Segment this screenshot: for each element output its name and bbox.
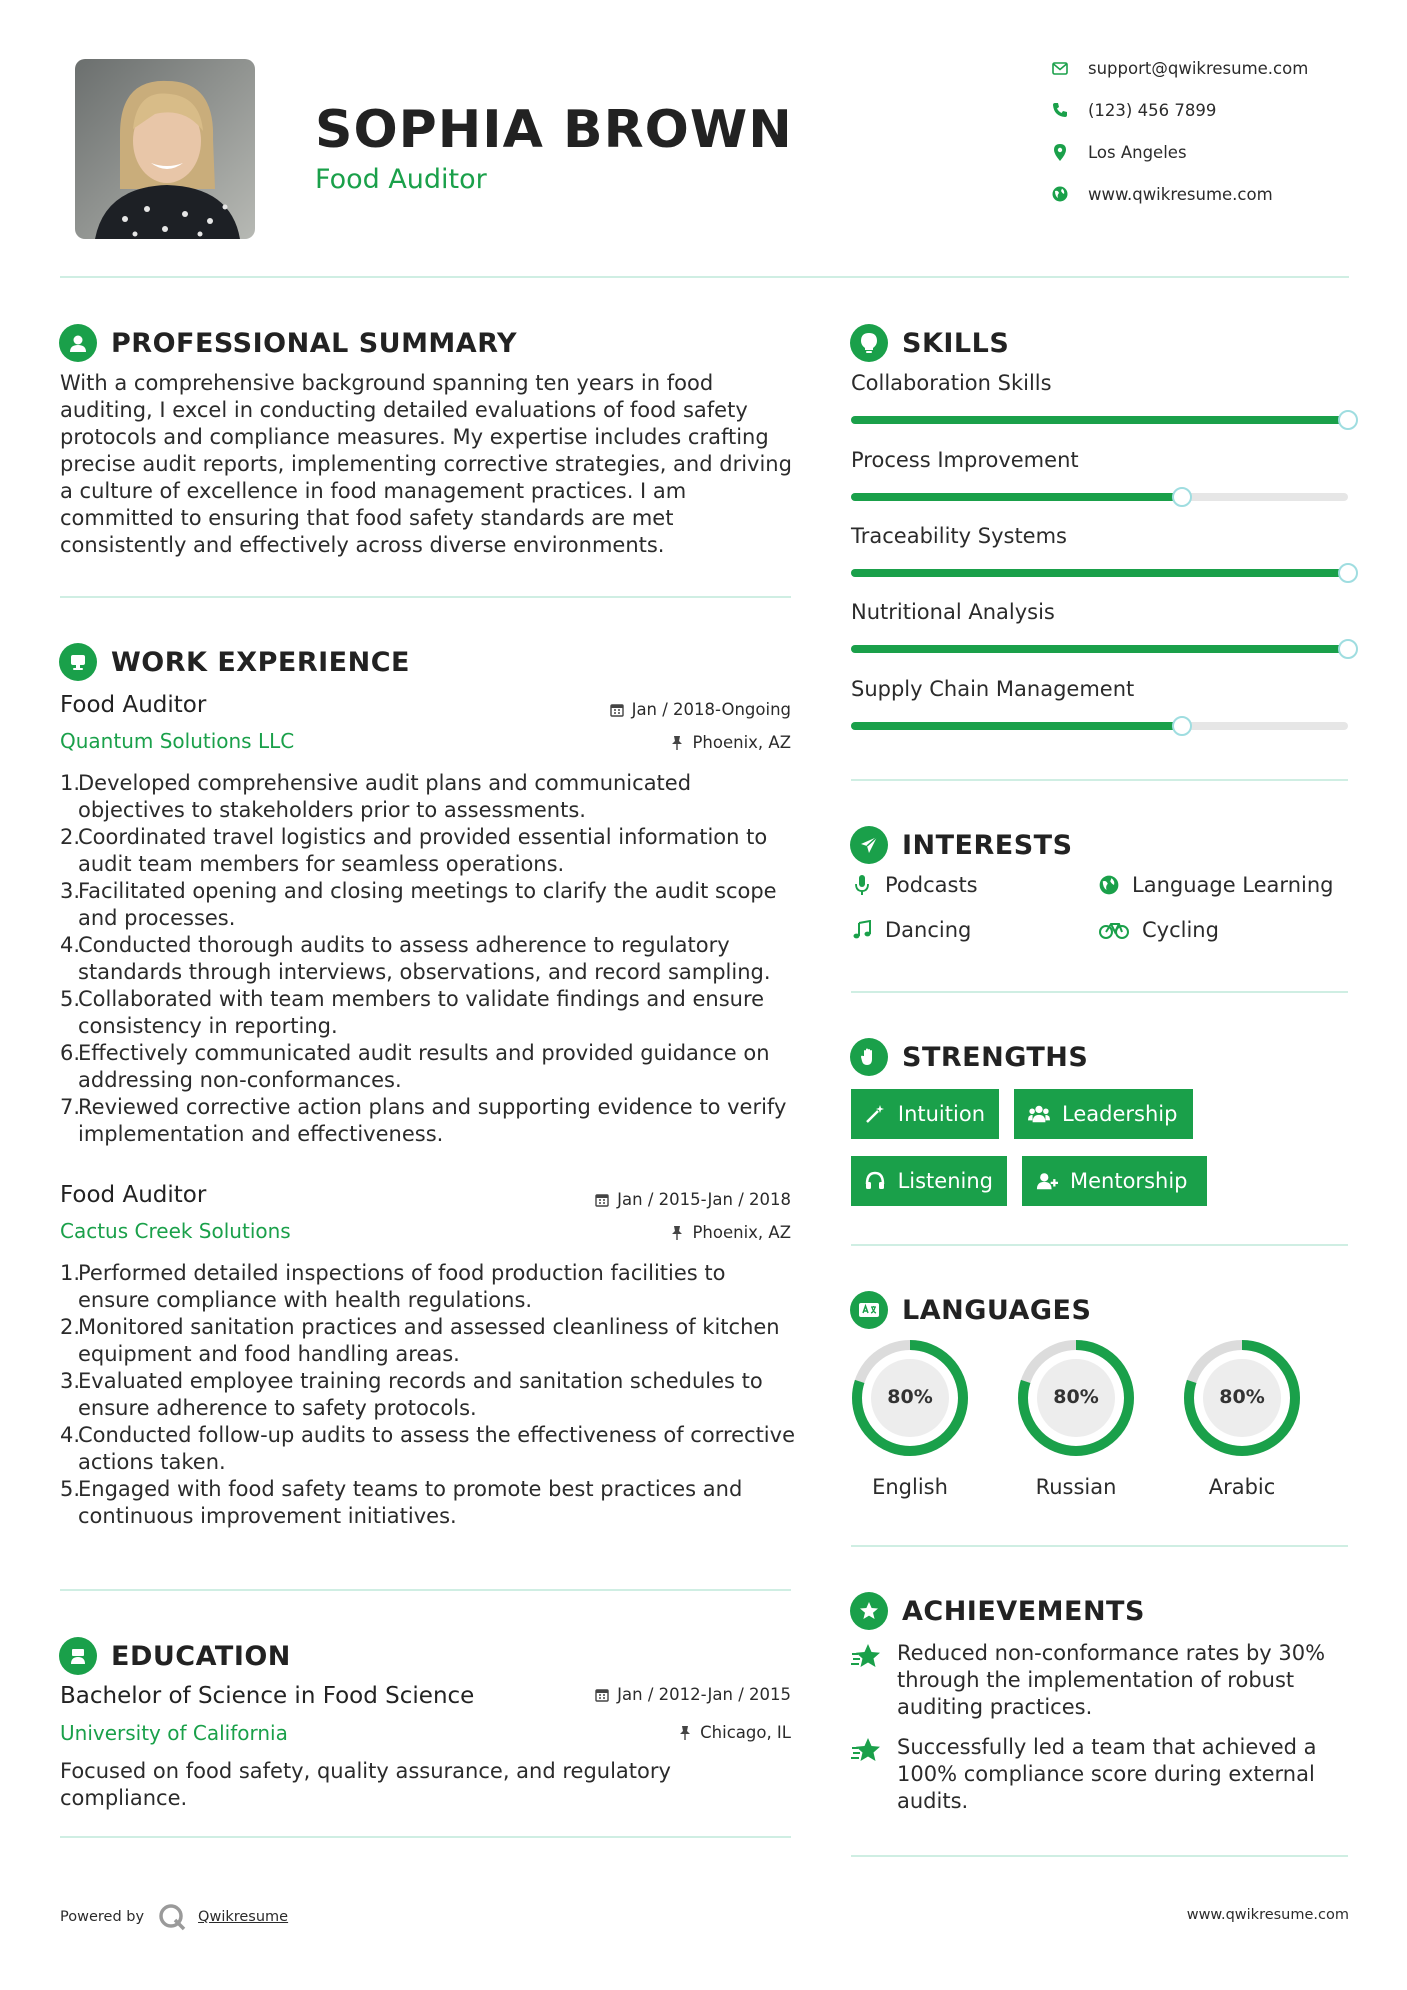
list-item: 3. Facilitated opening and closing meetings to clarify the audit scope and processes.: [60, 879, 777, 930]
pushpin-icon: [669, 1225, 685, 1241]
microphone-icon: [851, 874, 873, 896]
profile-photo: [75, 59, 255, 239]
education-degree: Bachelor of Science in Food Science: [60, 1683, 475, 1709]
skills-heading: [850, 324, 1009, 362]
qwikresume-logo-icon: [158, 1903, 186, 1931]
strengths-divider: [851, 1244, 1348, 1246]
interest-item: [851, 873, 978, 897]
education-description: Focused on food safety, quality assurance, and regulatory compliance.: [60, 1759, 671, 1810]
strength-label: Leadership: [1062, 1102, 1178, 1126]
skill-bar: [851, 645, 1348, 653]
strength-tag: [851, 1089, 999, 1139]
languages-divider: [851, 1545, 1348, 1547]
education-heading: [59, 1637, 291, 1675]
candidate-title: Food Auditor: [315, 164, 487, 195]
interest-item: [851, 918, 971, 942]
envelope-icon: [1050, 58, 1070, 78]
job-1-date: [480, 700, 791, 719]
languages-heading: [850, 1291, 1091, 1329]
calendar-icon: [594, 1192, 610, 1208]
achievements-title: ACHIEVEMENTS: [902, 1595, 1145, 1627]
achievement-item: [851, 1734, 1351, 1815]
job-1-bullets: [60, 770, 800, 1148]
interests-divider: [851, 991, 1348, 993]
interest-label: Podcasts: [885, 873, 978, 897]
list-item: 4. Conducted follow-up audits to assess the effectiveness of corrective actions taken.: [60, 1423, 795, 1474]
job-2-location-text: Phoenix, AZ: [692, 1223, 791, 1242]
job-2-location: [480, 1223, 791, 1242]
skill-label: Nutritional Analysis: [851, 600, 1055, 624]
skills-title: SKILLS: [902, 327, 1010, 359]
skill-bar: [851, 493, 1348, 501]
music-note-icon: [851, 919, 873, 941]
briefcase-icon: [59, 643, 97, 681]
language-name: English: [872, 1475, 948, 1499]
skill-bar: [851, 569, 1348, 577]
list-item: 3. Evaluated employee training records and sanitation schedules to ensure adherence to safety protocols.: [60, 1369, 763, 1420]
summary-title: PROFESSIONAL SUMMARY: [111, 327, 518, 359]
education-date: [480, 1685, 791, 1704]
contact-location-text: Los Angeles: [1088, 142, 1187, 162]
bicycle-icon: [1098, 919, 1130, 941]
strengths-title: STRENGTHS: [902, 1041, 1089, 1073]
interest-label: Dancing: [885, 918, 972, 942]
skills-divider: [851, 779, 1348, 781]
interest-item: [1098, 918, 1219, 942]
strength-label: Listening: [897, 1169, 993, 1193]
skill-label: Supply Chain Management: [851, 677, 1135, 701]
language-name: Arabic: [1208, 1475, 1276, 1499]
strength-tag: [851, 1156, 1007, 1206]
job-1-title: Food Auditor: [60, 692, 207, 718]
experience-heading: [59, 643, 410, 681]
user-icon: [59, 324, 97, 362]
interests-title: INTERESTS: [902, 829, 1073, 861]
skill-label: Process Improvement: [851, 448, 1079, 472]
job-1-location: [480, 733, 791, 752]
language-icon: [850, 1291, 888, 1329]
education-title: EDUCATION: [111, 1640, 291, 1672]
calendar-icon: [594, 1687, 610, 1703]
list-item: 6. Effectively communicated audit results and provided guidance on addressing non-conformances.: [60, 1041, 770, 1092]
list-item: 1. Performed detailed inspections of food production facilities to ensure compliance with health regulations.: [60, 1261, 726, 1312]
list-item: 1. Developed comprehensive audit plans and communicated objectives to stakeholders prior to assessments.: [60, 771, 692, 822]
job-1-date-text: Jan / 2018-Ongoing: [631, 700, 791, 719]
list-item: 5. Engaged with food safety teams to promote best practices and continuous improvement initiatives.: [60, 1477, 743, 1528]
education-location-text: Chicago, IL: [700, 1723, 791, 1742]
graduation-icon: [59, 1637, 97, 1675]
list-item: 4. Conducted thorough audits to assess adherence to regulatory standards through interviews, observations, and record sampling.: [60, 933, 771, 984]
strength-label: Mentorship: [1070, 1169, 1188, 1193]
star-badge-icon: [850, 1592, 888, 1630]
skill-bar: [851, 722, 1348, 730]
language-name: Russian: [1035, 1475, 1117, 1499]
contact-phone[interactable]: [1050, 100, 1216, 120]
languages-title: LANGUAGES: [902, 1294, 1092, 1326]
strength-tag: [1014, 1089, 1193, 1139]
contact-phone-text: (123) 456 7899: [1088, 100, 1217, 120]
powered-by-text: Powered by: [60, 1909, 145, 1925]
list-item: 7. Reviewed corrective action plans and supporting evidence to verify implementation and effectiveness.: [60, 1095, 787, 1146]
interest-label: Language Learning: [1132, 873, 1334, 897]
achievements-divider: [851, 1855, 1348, 1857]
achievement-text: Successfully led a team that achieved a 100% compliance score during external audits.: [897, 1735, 1317, 1813]
hand-icon: [850, 1038, 888, 1076]
skill-label: Traceability Systems: [851, 524, 1067, 548]
contact-email[interactable]: [1050, 58, 1308, 78]
experience-divider: [60, 1589, 791, 1591]
list-item: 2. Coordinated travel logistics and provided essential information to audit team members for seamless operations.: [60, 825, 768, 876]
phone-icon: [1050, 100, 1070, 120]
language-percent: 80%: [887, 1386, 933, 1408]
headphones-icon: [865, 1170, 886, 1192]
job-2-title: Food Auditor: [60, 1182, 207, 1208]
contact-location: [1050, 142, 1187, 162]
achievement-item: [851, 1640, 1351, 1721]
job-2-bullets: [60, 1260, 800, 1530]
list-item: 5. Collaborated with team members to validate findings and ensure consistency in reporting.: [60, 987, 765, 1038]
contact-website[interactable]: [1050, 184, 1273, 204]
calendar-icon: [609, 702, 625, 718]
pushpin-icon: [669, 735, 685, 751]
magic-wand-icon: [865, 1103, 886, 1125]
interests-heading: [850, 826, 1073, 864]
job-2-date: [480, 1190, 791, 1209]
contact-email-text: support@qwikresume.com: [1088, 58, 1309, 78]
globe-icon: [1098, 874, 1120, 896]
job-2-date-text: Jan / 2015-Jan / 2018: [617, 1190, 791, 1209]
job-1-company: Quantum Solutions LLC: [60, 729, 295, 753]
candidate-name: SOPHIA BROWN: [315, 100, 793, 160]
header-divider: [60, 276, 1349, 278]
star-icon: [851, 1736, 883, 1768]
map-pin-icon: [1050, 142, 1070, 162]
summary-text: With a comprehensive background spanning ten years in food auditing, I excel in conducting detailed evaluations of food safety protocols and compliance measures. My expertise includes crafting precise audit reports, implementing corrective strategies, and driving a culture of excellence in food management practices. I am committed to ensuring that food safety standards are met consistently and effectively across diverse environments.: [60, 371, 792, 557]
contact-website-text: www.qwikresume.com: [1088, 184, 1273, 204]
interest-label: Cycling: [1142, 918, 1219, 942]
lightbulb-icon: [850, 324, 888, 362]
user-plus-icon: [1036, 1170, 1058, 1192]
footer-url[interactable]: www.qwikresume.com: [1186, 1907, 1349, 1923]
footer-powered-by: [60, 1903, 288, 1931]
job-1-location-text: Phoenix, AZ: [692, 733, 791, 752]
users-icon: [1028, 1103, 1050, 1125]
skill-label: Collaboration Skills: [851, 371, 1052, 395]
summary-heading: [59, 324, 517, 362]
language-percent: 80%: [1053, 1386, 1099, 1408]
job-2-company: Cactus Creek Solutions: [60, 1219, 291, 1243]
pushpin-icon: [677, 1725, 693, 1741]
strength-tag: [1022, 1156, 1207, 1206]
language-percent: 80%: [1219, 1386, 1265, 1408]
experience-title: WORK EXPERIENCE: [111, 646, 410, 678]
strength-label: Intuition: [897, 1102, 985, 1126]
education-school: University of California: [60, 1721, 288, 1745]
strengths-heading: [850, 1038, 1088, 1076]
list-item: 2. Monitored sanitation practices and assessed cleanliness of kitchen equipment and food handling areas.: [60, 1315, 780, 1366]
interest-item: [1098, 873, 1333, 897]
achievement-text: Reduced non-conformance rates by 30% through the implementation of robust auditing practices.: [897, 1641, 1326, 1719]
achievements-heading: [850, 1592, 1145, 1630]
globe-icon: [1050, 184, 1070, 204]
education-location: [480, 1723, 791, 1742]
paper-plane-icon: [850, 826, 888, 864]
star-icon: [851, 1642, 883, 1674]
education-date-text: Jan / 2012-Jan / 2015: [617, 1685, 791, 1704]
summary-divider: [60, 596, 791, 598]
education-divider: [60, 1836, 791, 1838]
brand-link[interactable]: Qwikresume: [198, 1909, 289, 1925]
skill-bar: [851, 416, 1348, 424]
